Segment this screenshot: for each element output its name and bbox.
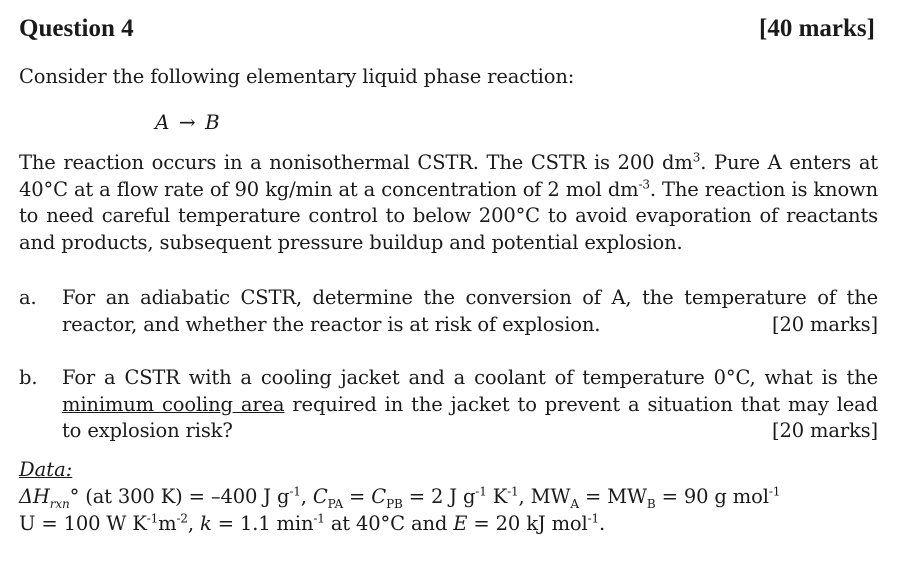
e-sup: -1: [587, 511, 599, 526]
data-line-2: [19, 511, 605, 537]
u-m: m: [158, 512, 177, 535]
u-value: U = 100 W K: [19, 512, 147, 535]
cp-value: = 2 J g: [402, 485, 476, 508]
k-sup: -1: [313, 511, 325, 526]
description-part-2: . Pure A enters at 40°C at a flow rate of 90 kg/min at a concentration of 2 mol dm: [19, 151, 878, 201]
u-sup-1: -1: [146, 511, 159, 526]
cp-sep: ,: [300, 485, 313, 508]
intro-text: Consider the following elementary liquid phase reaction:: [19, 65, 575, 88]
reaction-arrow: →: [178, 110, 196, 134]
mw-eq: = MW: [578, 485, 647, 508]
cp-kelvin: K: [486, 485, 508, 508]
data-label: Data:: [19, 458, 73, 481]
cp-sup-2: -1: [507, 484, 519, 499]
part-b-text-before: For a CSTR with a cooling jacket and a coolant of temperature 0°C, what is the: [62, 366, 878, 389]
mw-sup: -1: [768, 484, 781, 499]
k-sep: ,: [187, 512, 200, 535]
k-symbol: k: [199, 512, 212, 535]
cpb-sub: PB: [386, 496, 403, 511]
part-b-label: b.: [19, 366, 38, 389]
description-part-3: . The reaction is known to need careful temperature control to below 200°C to avoid evaporation of reactants and products, subsequent pressure buildup and potential explosion.: [19, 177, 878, 254]
cpb-symbol: C: [371, 485, 387, 508]
question-title: Question 4: [19, 15, 134, 42]
e-symbol: E: [453, 512, 468, 535]
line-end: .: [598, 512, 606, 535]
description-sup-1: 3: [692, 150, 701, 165]
cpa-symbol: C: [312, 485, 328, 508]
cp-eq: =: [342, 485, 372, 508]
part-a-marks: [20 marks]: [772, 312, 878, 336]
product: B: [204, 110, 220, 134]
part-a: [19, 285, 878, 338]
cpa-sub: PA: [327, 496, 343, 511]
dh-sup: -1: [289, 484, 301, 499]
part-b-underlined: minimum cooling area: [62, 392, 285, 416]
reactant: A: [155, 110, 170, 134]
e-value: = 20 kJ mol: [467, 512, 588, 535]
reaction-equation: [155, 109, 220, 135]
dh-symbol: ΔH: [19, 485, 50, 508]
mw-value: = 90 g mol: [655, 485, 769, 508]
description-sup-2: -3: [638, 177, 650, 192]
dh-sub: rxn: [49, 496, 70, 511]
part-a-text: For an adiabatic CSTR, determine the conversion of A, the temperature of the reactor, and whether the reactor is at risk of explosion.: [62, 286, 878, 336]
problem-description: [19, 150, 878, 256]
data-line-1: [19, 484, 780, 510]
mw-b-sub: B: [646, 496, 656, 511]
total-marks: [40 marks]: [759, 15, 875, 42]
mw-label: , MW: [518, 485, 571, 508]
part-b: [19, 365, 878, 445]
k-value: = 1.1 min: [211, 512, 314, 535]
mw-a-sub: A: [570, 496, 579, 511]
part-a-label: a.: [19, 286, 37, 309]
u-sup-2: -2: [176, 511, 188, 526]
part-b-marks: [20 marks]: [772, 419, 878, 443]
k-rest: at 40°C and: [324, 512, 454, 535]
description-part-1: The reaction occurs in a nonisothermal CSTR. The CSTR is 200 dm: [19, 151, 693, 174]
part-b-text-after: required in the jacket to prevent a situation that may lead to explosion risk?: [62, 392, 878, 443]
dh-rest: ° (at 300 K) = –400 J g: [69, 485, 290, 508]
cp-sup-1: -1: [475, 484, 487, 499]
